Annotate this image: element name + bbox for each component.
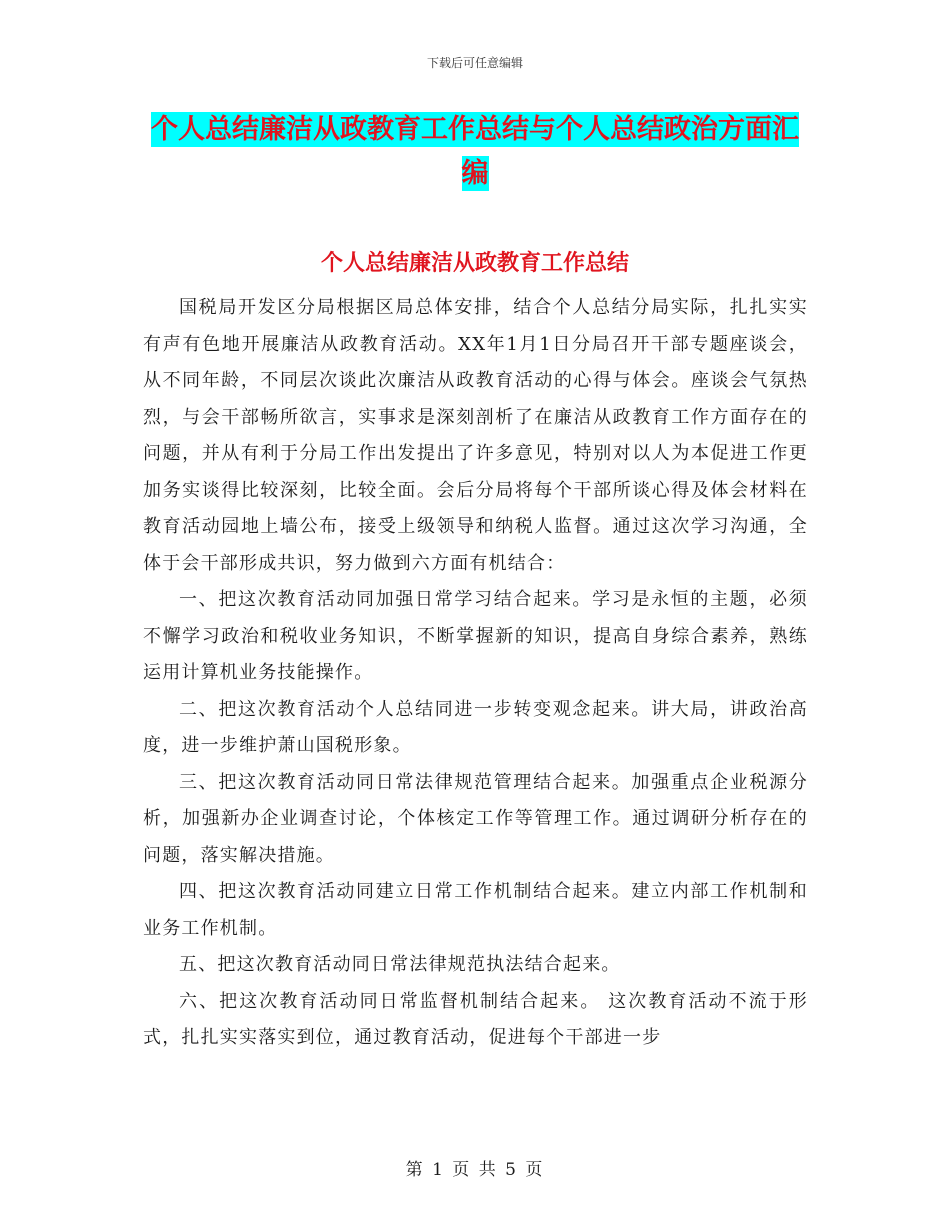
paragraph: 四、把这次教育活动同建立日常工作机制结合起来。建立内部工作机制和业务工作机制。 [143, 881, 808, 939]
paragraph: 三、把这次教育活动同日常法律规范管理结合起来。加强重点企业税源分析，加强新办企业调查讨论，个体核定工作等管理工作。通过调研分析存在的问题，落实解决措施。 [143, 771, 808, 866]
paragraph: 六、把这次教育活动同日常监督机制结合起来。 这次教育活动不流于形式，扎扎实实落实到位，通过教育活动，促进每个干部进一步 [143, 990, 808, 1048]
paragraph: 一、把这次教育活动同加强日常学习结合起来。学习是永恒的主题，必须不懈学习政治和税收业务知识，不断掌握新的知识，提高自身综合素养，熟练运用计算机业务技能操作。 [143, 589, 808, 683]
paragraph: 二、把这次教育活动个人总结同进一步转变观念起来。讲大局，讲政治高度，进一步维护萧山国税形象。 [143, 698, 808, 756]
section-title: 个人总结廉洁从政教育工作总结 [320, 251, 629, 276]
page-footer: 第 1 页 共 5 页 [405, 1160, 545, 1180]
header-note: 下载后可任意编辑 [426, 56, 523, 70]
document-body [143, 290, 808, 1057]
document-title [140, 108, 810, 196]
document-title-text: 个人总结廉洁从政教育工作总结与个人总结政治方面汇编 [151, 114, 799, 189]
paragraph: 国税局开发区分局根据区局总体安排，结合个人总结分局实际，扎扎实实有声有色地开展廉洁从政教育活动。XX年1月1日分局召开干部专题座谈会，从不同年龄，不同层次谈此次廉洁从政教育活动的心得与体会。座谈会气氛热烈，与会干部畅所欲言，实事求是深刻剖析了在廉洁从政教育工作方面存在的问题，并从有利于分局工作出发提出了许多意见，特别对以人为本促进工作更加务实谈得比较深刻，比较全面。会后分局将每个干部所谈心得及体会材料在教育活动园地上墙公布，接受上级领导和纳税人监督。通过这次学习沟通，全体于会干部形成共识，努力做到六方面有机结合： [143, 297, 808, 574]
paragraph: 五、把这次教育活动同日常法律规范执法结合起来。 [179, 954, 621, 975]
